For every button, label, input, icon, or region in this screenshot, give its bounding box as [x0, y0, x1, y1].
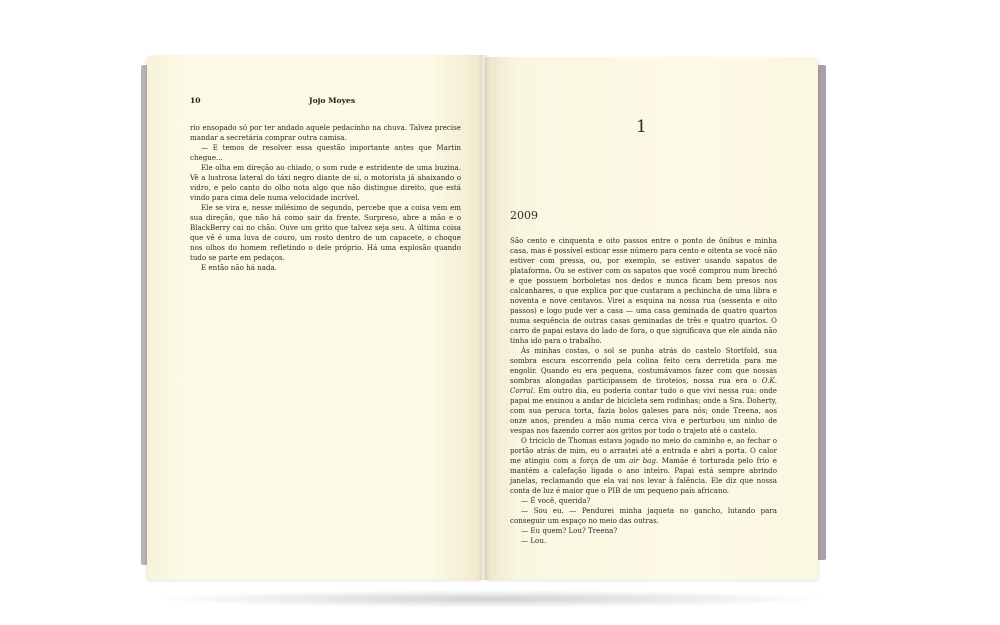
book-shadow	[150, 590, 830, 608]
dialogue-line: — Sou eu. — Pendurei minha jaqueta no gancho, lutando para conseguir um espaço no meio das outras.	[510, 506, 777, 525]
paragraph-text: Às minhas costas, o sol se punha atrás do castelo Stortfold, sua sombra escura escorrendo pela colina feito cera derretida para me engolir. Quando eu era pequena, costumávamos fazer com que nossas sombras alongadas participassem de tiroteios, nossa rua era o	[510, 346, 777, 385]
paragraph-text: . Mamãe é torturada pelo frio e mantém a calefação ligada o ano inteiro. Papai está sempre abrindo janelas, reclamando que ela vai nos levar à falência. Ele diz que nossa conta de luz é maior que o PIB de um pequeno país africano.	[510, 456, 777, 495]
dialogue-line: — É você, querida?	[521, 496, 591, 505]
italic-text: O.K. Corral	[510, 376, 777, 395]
right-paragraph	[510, 346, 777, 436]
chapter-number: 1	[636, 117, 647, 137]
right-paragraph: São cento e cinquenta e oito passos entre o ponto de ônibus e minha casa, mas é possível esticar esse número para cento e oitenta se você não estiver com pressa, ou, por exemplo, se estiver usando sapatos de plataforma. Ou se estiver com os sapatos que você comprou num brechó e que possuem borboletas nos dedos e nunca ficam bem presos nos calcanhares, o que explica por que custaram a pechincha de uma libra e noventa e nove centavos. Virei a esquina na nossa rua (sessenta e oito passos) e logo pude ver a casa — uma casa geminada de quatro quartos numa sequência de outras casas geminadas de três e quatro quartos. O carro de papai estava do lado de fora, o que significava que ele ainda não tinha ido para o trabalho.	[510, 236, 777, 345]
left-paragraph: E então não há nada.	[201, 263, 278, 272]
book-gutter	[478, 55, 490, 580]
paragraph-text: . Em outro dia, eu poderia contar tudo o que vivi nessa rua: onde papai me ensinou a andar de bicicleta sem rodinhas; onde a Sra. Doherty, com sua peruca torta, fazia bolos galeses para nós; onde Treena, aos onze anos, prendeu a mão numa cerca viva e perturbou um ninho de vespas nos fazendo correr aos gritos por todo o trajeto até o castelo.	[510, 386, 777, 435]
page-number: 10	[190, 96, 201, 105]
left-paragraph: Ele olha em direção ao chiado, o som rude e estridente de uma buzina. Vê a lustrosa lateral do táxi negro diante de si, o motorista já abaixando o vidro, e pelo canto do olho nota algo que não distingue direito, que está vindo para cima dele numa velocidade incrível.	[190, 163, 461, 202]
italic-text: air bag	[629, 456, 656, 465]
left-paragraph: rio ensopado só por ter andado aquele pedacinho na chuva. Talvez precise mandar a secretária comprar outra camisa.	[190, 123, 461, 142]
section-year: 2009	[510, 209, 538, 222]
running-head: Jojo Moyes	[309, 96, 356, 105]
left-paragraph: — E temos de resolver essa questão importante antes que Martin chegue...	[190, 143, 461, 162]
dialogue-line: — Lou.	[521, 536, 547, 545]
right-paragraph	[510, 436, 777, 496]
left-paragraph: Ele se vira e, nesse milésimo de segundo, percebe que a coisa vem em sua direção, que não há como sair da frente. Surpreso, abre a mão e o BlackBerry cai no chão. Ouve um grito que talvez seja seu. A última coisa que vê é uma luva de couro, um rosto dentro de um capacete, o choque nos olhos do homem refletindo o dele próprio. Há uma explosão quando tudo se parte em pedaços.	[190, 203, 461, 262]
paragraph-text: O triciclo de Thomas estava jogado no meio do caminho e, ao fechar o portão atrás de mim, eu o arrastei até a entrada e abri a porta. O calor me atingiu com a força de um	[510, 436, 777, 465]
right-page-body	[510, 236, 777, 546]
left-page-body	[190, 123, 461, 273]
dialogue-line: — Eu quem? Lou? Treena?	[521, 526, 618, 535]
